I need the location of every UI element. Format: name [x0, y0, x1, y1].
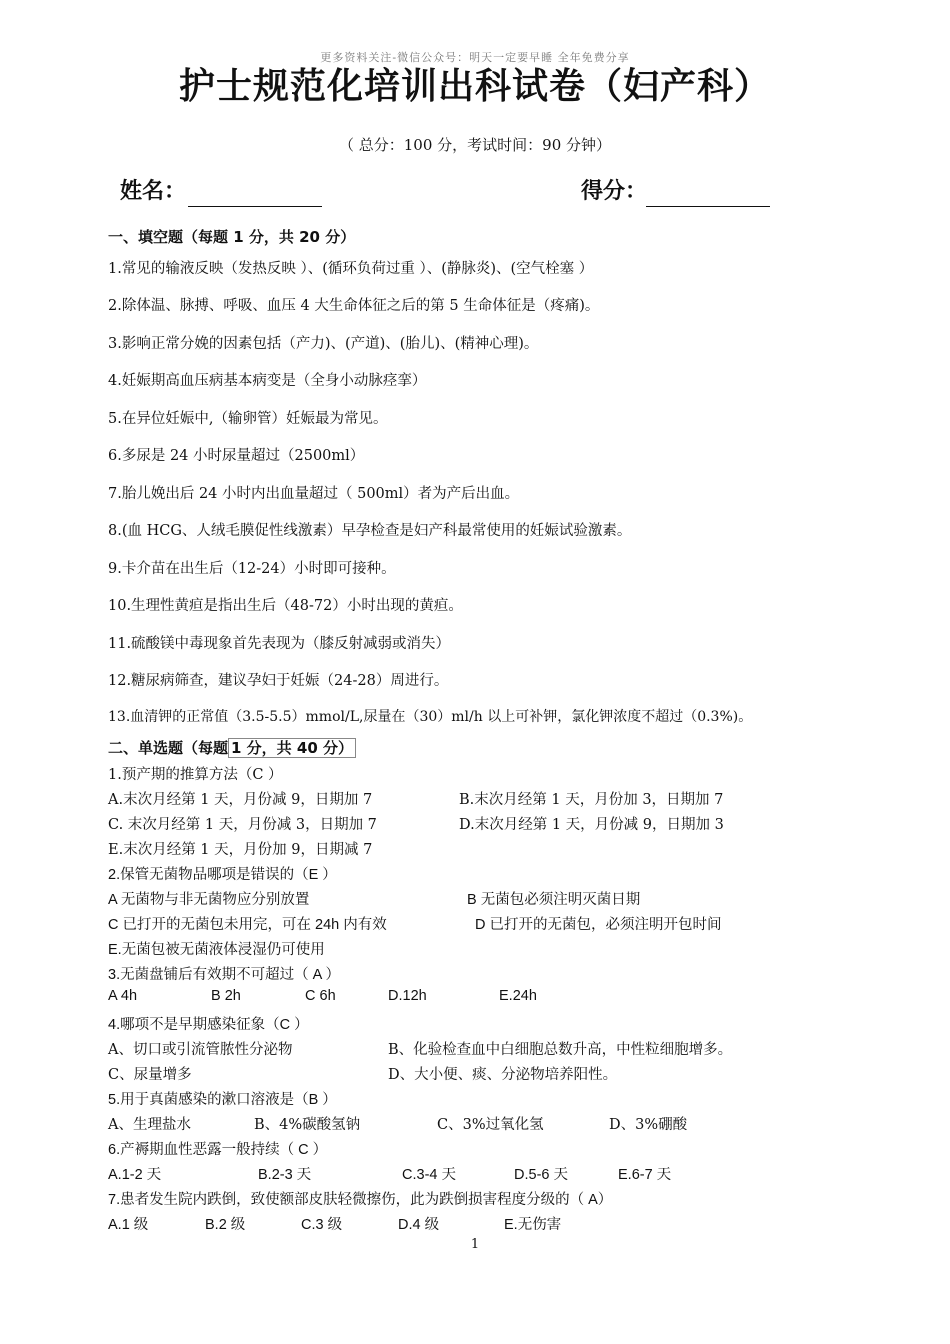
- question-stem: 1.预产期的推算方法（C ）: [108, 767, 283, 783]
- question-stem: 3.无菌盘铺后有效期不可超过（ A ）: [108, 967, 341, 983]
- option-b: B.末次月经第 1 天，月份加 3，日期加 7: [459, 792, 724, 808]
- option-e: E.无伤害: [504, 1217, 562, 1233]
- option-e: E.无菌包被无菌液体浸湿仍可使用: [108, 942, 325, 958]
- exam-meta: （ 总分：100 分，考试时间：90 分钟）: [338, 136, 612, 154]
- fill-question: 2.除体温、脉搏、呼吸、血压 4 大生命体征之后的第 5 生命体征是（疼痛)。: [108, 298, 600, 314]
- fill-question: 8.(血 HCG、人绒毛膜促性线激素）早孕检查是妇产科最常使用的妊娠试验激素。: [108, 523, 632, 539]
- fill-question: 6.多尿是 24 小时尿量超过（2500ml）: [108, 448, 365, 464]
- option-c: C、3%过氧化氢: [437, 1117, 544, 1133]
- section-heading-fill-blank: 一、填空题（每题 1 分，共 20 分）: [108, 228, 356, 246]
- option-a: A 4h: [108, 988, 138, 1004]
- question-stem: 5.用于真菌感染的漱口溶液是（B ）: [108, 1092, 337, 1108]
- fill-question: 13.血清钾的正常值（3.5-5.5）mmol/L,尿量在（30）ml/h 以上可补钾，氯化钾浓度不超过（0.3%)。: [108, 709, 753, 725]
- option-d: D.12h: [388, 988, 427, 1004]
- option-d: D.5-6 天: [514, 1167, 568, 1183]
- option-d: D 已打开的无菌包，必须注明开包时间: [475, 917, 722, 933]
- option-d: D、大小便、痰、分泌物培养阳性。: [388, 1067, 618, 1083]
- fill-question: 3.影响正常分娩的因素包括（产力)、(产道)、(胎儿)、(精神心理)。: [108, 336, 539, 352]
- option-e: E.6-7 天: [618, 1167, 672, 1183]
- option-b: B.2-3 天: [258, 1167, 312, 1183]
- fill-question: 11.硫酸镁中毒现象首先表现为（膝反射减弱或消失）: [108, 636, 451, 652]
- watermark-text: 更多资料关注-微信公众号：明天一定要早睡 全年免费分享: [320, 51, 630, 64]
- fill-question: 9.卡介苗在出生后（12-24）小时即可接种。: [108, 561, 396, 577]
- fill-question: 12.糖尿病筛查，建议孕妇于妊娠（24-28）周进行。: [108, 673, 449, 689]
- fill-question: 1.常见的输液反映（发热反映 ）、(循环负荷过重 ）、(静脉炎)、(空气栓塞 ）: [108, 261, 594, 277]
- option-e: E.24h: [499, 988, 537, 1004]
- section-heading-part-boxed: 1 分，共 40 分）: [228, 738, 356, 758]
- exam-title: 护士规范化培训出科试卷（妇产科）: [178, 66, 771, 107]
- option-a: A、切口或引流管脓性分泌物: [108, 1042, 293, 1058]
- option-a: A、生理盐水: [108, 1117, 191, 1133]
- section-heading-single-choice: [108, 737, 356, 758]
- question-stem: 6.产褥期血性恶露一般持续（ C ）: [108, 1142, 328, 1158]
- fill-question: 7.胎儿娩出后 24 小时内出血量超过（ 500ml）者为产后出血。: [108, 486, 520, 502]
- score-blank-line: [646, 206, 770, 207]
- option-c: C.3 级: [301, 1217, 343, 1233]
- option-b: B、4%碳酸氢钠: [254, 1117, 361, 1133]
- option-b: B、化验检查血中白细胞总数升高，中性粒细胞增多。: [388, 1042, 733, 1058]
- page-number: 1: [470, 1237, 480, 1252]
- option-d: D.末次月经第 1 天，月份减 9，日期加 3: [459, 817, 724, 833]
- option-b: B.2 级: [205, 1217, 246, 1233]
- option-c: C 已打开的无菌包未用完，可在 24h 内有效: [108, 917, 387, 933]
- option-a: A.1 级: [108, 1217, 149, 1233]
- option-c: C 6h: [305, 988, 336, 1004]
- section-heading-part: 二、单选题（每题: [108, 739, 229, 757]
- question-stem: 7.患者发生院内跌倒，致使额部皮肤轻微擦伤，此为跌倒损害程度分级的（ A）: [108, 1192, 613, 1208]
- name-label: 姓名：: [120, 179, 187, 204]
- option-c: C. 末次月经第 1 天，月份减 3，日期加 7: [108, 817, 377, 833]
- option-b: B 2h: [211, 988, 241, 1004]
- question-stem: 2.保管无菌物品哪项是错误的（E ）: [108, 867, 337, 883]
- option-d: D.4 级: [398, 1217, 440, 1233]
- fill-question: 5.在异位妊娠中,（输卵管）妊娠最为常见。: [108, 411, 388, 427]
- option-a: A.1-2 天: [108, 1167, 162, 1183]
- fill-question: 10.生理性黄疸是指出生后（48-72）小时出现的黄疸。: [108, 598, 463, 614]
- option-b: B 无菌包必须注明灭菌日期: [467, 892, 641, 908]
- name-blank-line: [188, 206, 322, 207]
- option-a: A 无菌物与非无菌物应分别放置: [108, 892, 310, 908]
- option-c: C.3-4 天: [402, 1167, 456, 1183]
- option-d: D、3%硼酸: [609, 1117, 688, 1133]
- option-c: C、尿量增多: [108, 1067, 192, 1083]
- fill-question: 4.妊娠期高血压病基本病变是（全身小动脉痉挛）: [108, 373, 427, 389]
- score-label: 得分：: [581, 179, 648, 204]
- option-e: E.末次月经第 1 天，月份加 9，日期减 7: [108, 842, 373, 858]
- question-stem: 4.哪项不是早期感染征象（C ）: [108, 1017, 309, 1033]
- option-a: A.末次月经第 1 天，月份减 9，日期加 7: [108, 792, 373, 808]
